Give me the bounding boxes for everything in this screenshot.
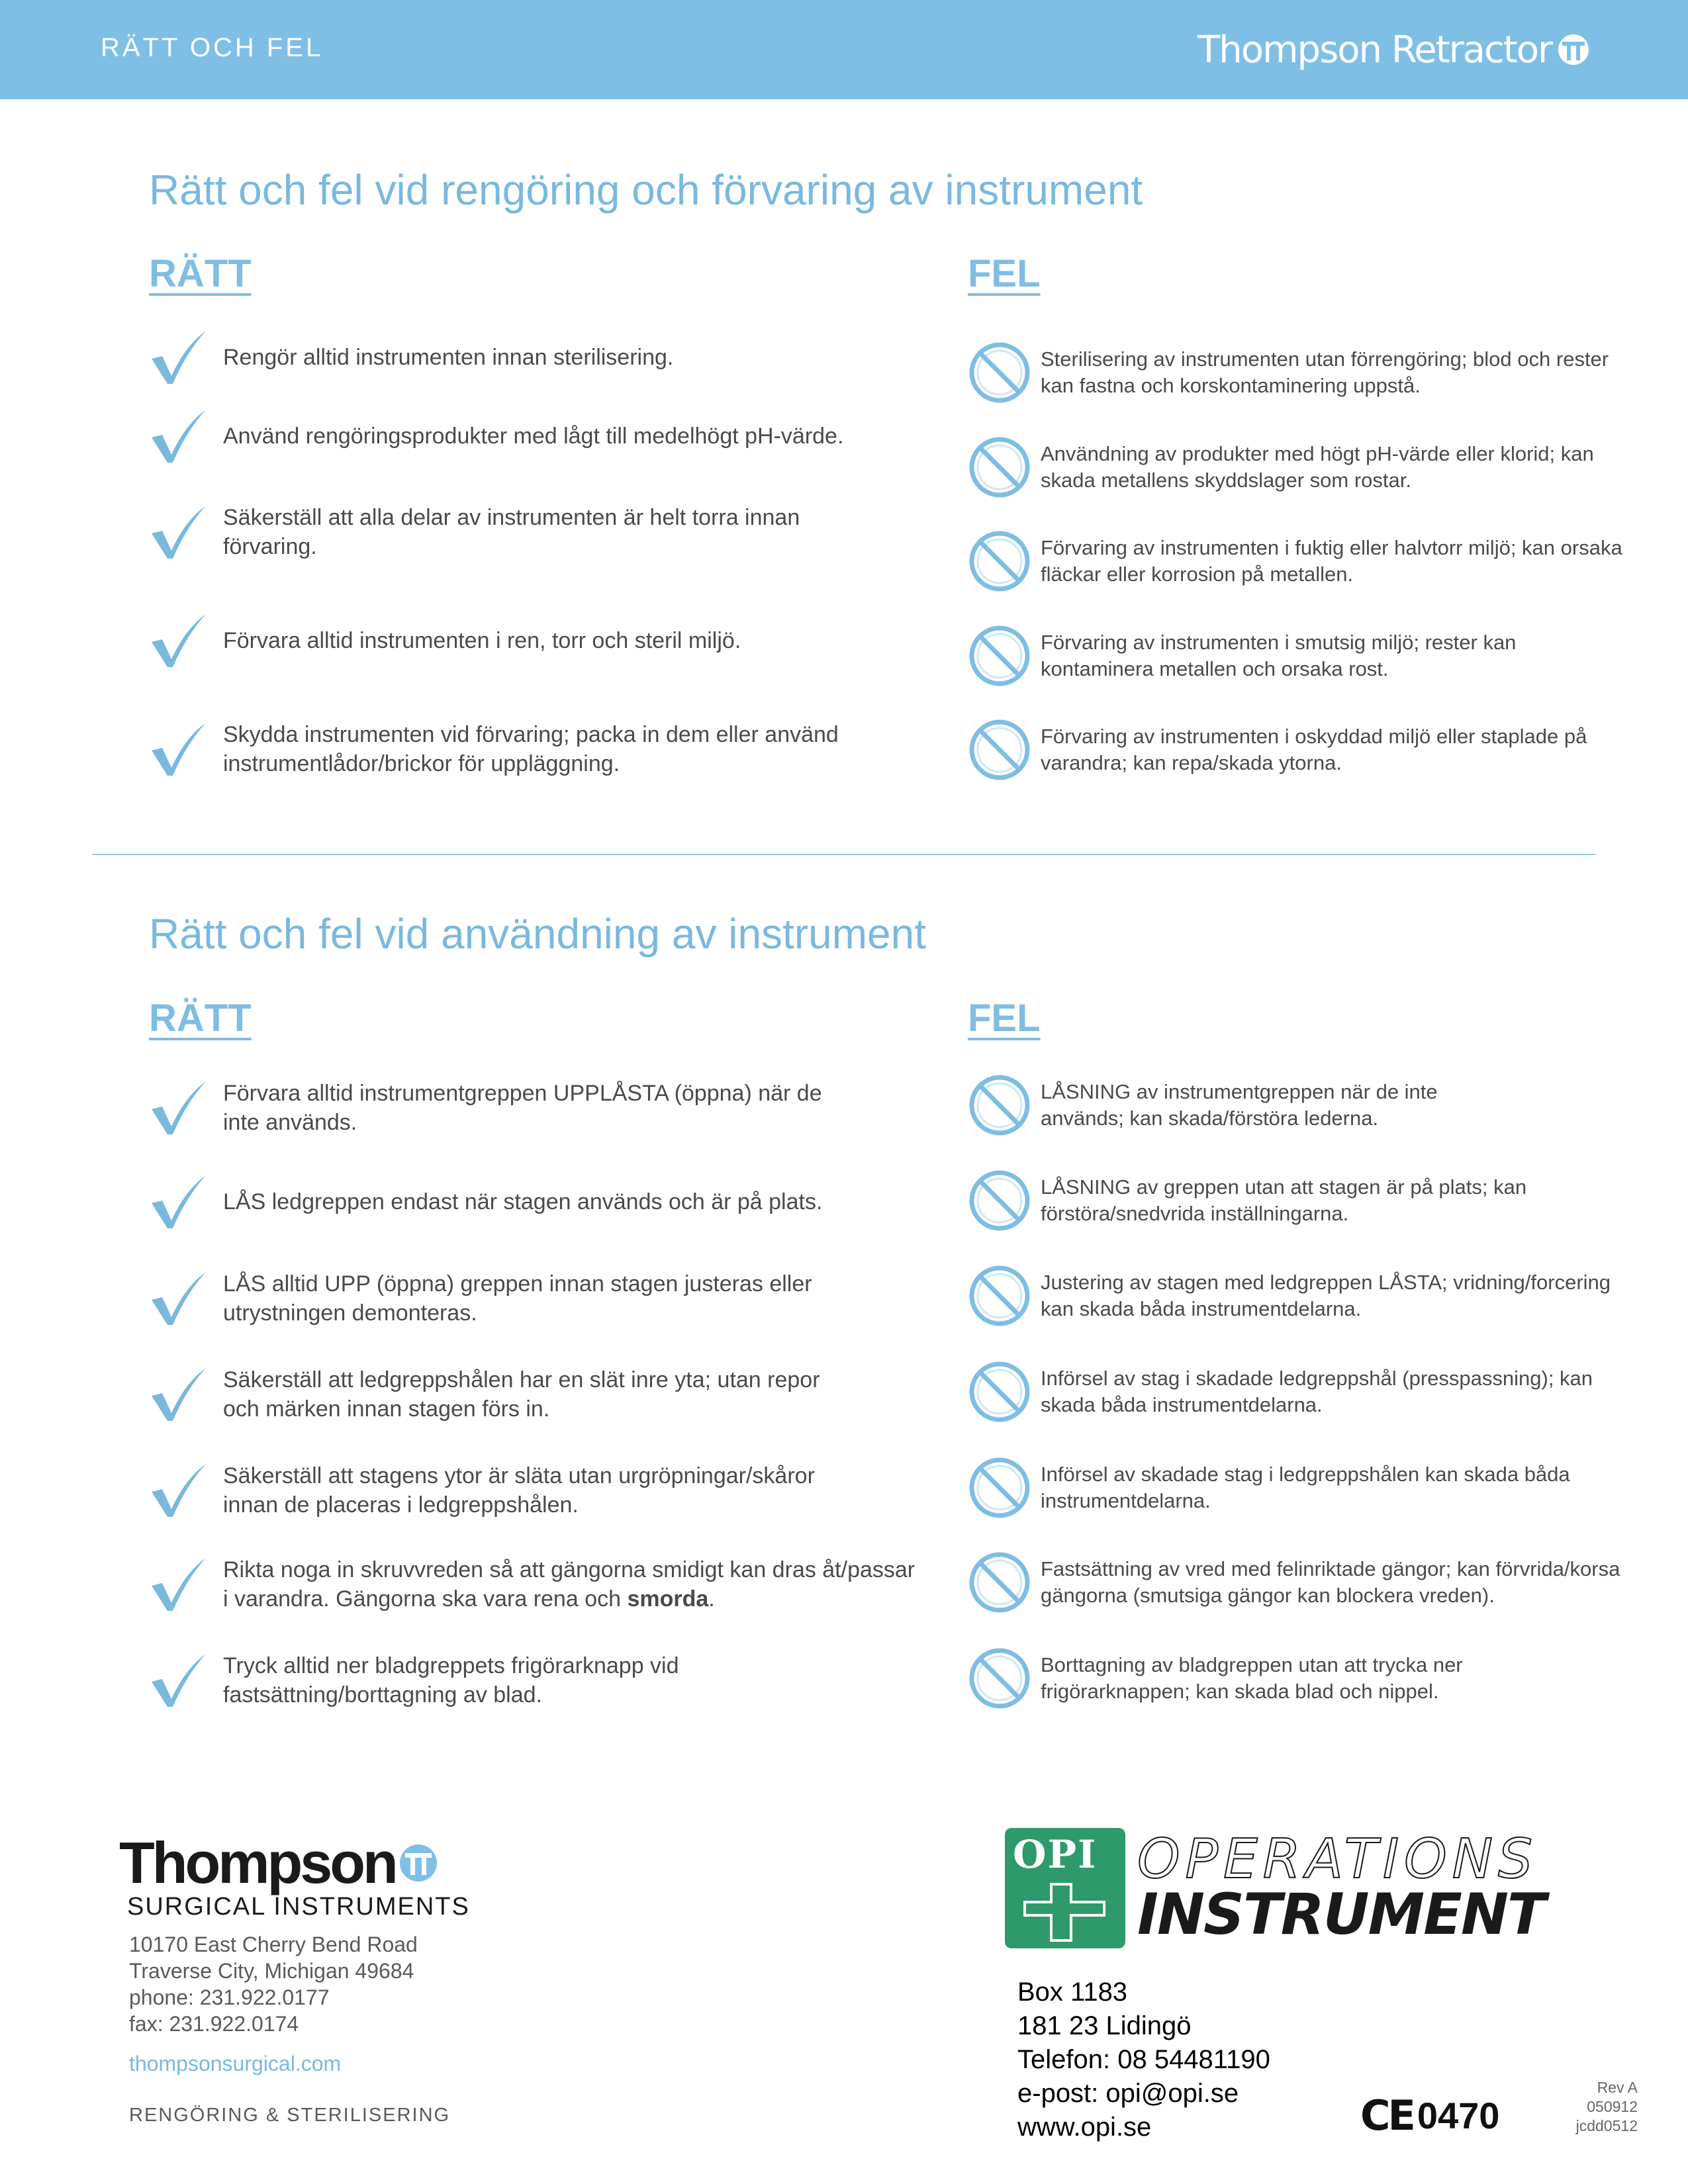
wrong-item: Införsel av stag i skadade ledgreppshål (presspassning); kan skada båda instrumentdelarna. xyxy=(968,1360,1656,1424)
wrong-item: LÅSNING av greppen utan att stagen är på plats; kan förstöra/snedvrida inställningarna. xyxy=(968,1169,1656,1232)
prohibited-icon xyxy=(968,1647,1031,1710)
wrong-item: Fastsättning av vred med felinriktade gängor; kan förvrida/korsa gängorna (smutsiga gängor kan blockera vreden). xyxy=(968,1551,1656,1614)
thompson-wordmark: Thompson xyxy=(119,1830,396,1895)
cross-icon xyxy=(1005,1828,1125,1948)
opi-address: Box 1183 181 23 Lidingö Telefon: 08 54481190 e-post: opi@opi.se www.opi.se xyxy=(1017,1978,1270,2142)
wrong-item: Användning av produkter med högt pH-värde eller klorid; kan skada metallens skyddslager som rostar. xyxy=(968,435,1630,499)
checkmark-icon xyxy=(149,1174,209,1230)
checkmark-icon xyxy=(149,1653,209,1708)
wrong-item: Justering av stagen med ledgreppen LÅSTA; vridning/forcering kan skada båda instrumentdelarna. xyxy=(968,1264,1656,1328)
checkmark-icon xyxy=(149,1463,209,1518)
prohibited-icon xyxy=(968,1264,1031,1328)
right-item: Rengör alltid instrumenten innan sterilisering. xyxy=(149,330,844,385)
opi-logo: OPI xyxy=(1005,1828,1125,1948)
checkmark-icon xyxy=(149,613,209,668)
section-title-usage: Rätt och fel vid användning av instrument xyxy=(149,910,926,958)
right-item: LÅS ledgreppen endast när stagen används och är på plats. xyxy=(149,1174,910,1230)
right-item: Använd rengöringsprodukter med lågt till medelhögt pH-värde. xyxy=(149,408,844,464)
checkmark-icon xyxy=(149,408,209,464)
right-item: LÅS alltid UPP (öppna) greppen innan stagen justeras eller utrystningen demonteras. xyxy=(149,1269,910,1328)
wrong-item: Förvaring av instrumenten i smutsig miljö; rester kan kontaminera metallen och orsaka rost. xyxy=(968,624,1630,688)
brand xyxy=(1197,26,1590,73)
right-item: Tryck alltid ner bladgreppets frigörarknapp vid fastsättning/borttagning av blad. xyxy=(149,1651,910,1709)
prohibited-icon xyxy=(968,1073,1031,1137)
header-title: RÄTT OCH FEL xyxy=(101,33,324,62)
thompson-website-link[interactable]: thompsonsurgical.com xyxy=(129,2052,342,2075)
wrong-heading-usage: FEL xyxy=(968,997,1041,1040)
opi-wordmark: OPERATIONS INSTRUMENT xyxy=(1137,1828,1545,1948)
checkmark-icon xyxy=(149,721,209,777)
right-item: Skydda instrumenten vid förvaring; packa in dem eller använd instrumentlådor/brickor för uppläggning. xyxy=(149,720,844,778)
ce-icon: CE xyxy=(1360,2091,1413,2140)
prohibited-icon xyxy=(968,529,1031,593)
right-item: Säkerställ att stagens ytor är släta utan urgröpningar/skåror innan de placeras i ledgreppshålen. xyxy=(149,1461,910,1520)
wrong-item: Borttagning av bladgreppen utan att trycka ner frigörarknappen; kan skada blad och nippel. xyxy=(968,1647,1656,1710)
prohibited-icon xyxy=(968,624,1031,688)
prohibited-icon xyxy=(968,341,1031,404)
right-item: Förvara alltid instrumenten i ren, torr och steril miljö. xyxy=(149,613,844,668)
checkmark-icon xyxy=(149,504,209,560)
revision-info: Rev A 050912 jcdd0512 xyxy=(1575,2079,1638,2134)
wrong-item: LÅSNING av instrumentgreppen när de inte används; kan skada/förstöra lederna. xyxy=(968,1073,1656,1137)
prohibited-icon xyxy=(968,1551,1031,1614)
wrong-item: Förvaring av instrumenten i fuktig eller halvtorr miljö; kan orsaka fläckar eller korrosion på metallen. xyxy=(968,529,1630,593)
prohibited-icon xyxy=(968,435,1031,499)
section-title-cleaning: Rätt och fel vid rengöring och förvaring av instrument xyxy=(149,166,1143,214)
ce-mark xyxy=(1360,2091,1499,2140)
checkmark-icon xyxy=(149,1271,209,1326)
wrong-item: Förvaring av instrumenten i oskyddad miljö eller staplade på varandra; kan repa/skada ytorna. xyxy=(968,718,1630,782)
wrong-item: Införsel av skadade stag i ledgreppshålen kan skada båda instrumentdelarna. xyxy=(968,1456,1656,1520)
right-item: Säkerställ att alla delar av instrumenten är helt torra innan förvaring. xyxy=(149,503,844,561)
thompson-logo-icon xyxy=(1557,33,1590,66)
right-heading-cleaning: RÄTT xyxy=(149,252,252,295)
right-item: Säkerställ att ledgreppshålen har en slät inre yta; utan repor och märken innan stagen förs in. xyxy=(149,1365,910,1424)
prohibited-icon xyxy=(968,1360,1031,1424)
brand-name: Thompson Retractor xyxy=(1197,28,1552,71)
section-divider xyxy=(93,854,1595,855)
prohibited-icon xyxy=(968,718,1031,782)
thompson-logo xyxy=(119,1830,470,1921)
checkmark-icon xyxy=(149,1080,209,1136)
right-item: Rikta noga in skruvvreden så att gängorna smidigt kan dras åt/passar i varandra. Gängorna ska vara rena och smorda. xyxy=(149,1555,930,1614)
document-category: RENGÖRING & STERILISERING xyxy=(129,2105,451,2126)
thompson-mark-icon xyxy=(399,1843,438,1883)
thompson-tagline: SURGICAL INSTRUMENTS xyxy=(127,1893,470,1921)
checkmark-icon xyxy=(149,1367,209,1422)
ce-number: 0470 xyxy=(1417,2095,1500,2136)
checkmark-icon xyxy=(149,1557,209,1612)
thompson-address: 10170 East Cherry Bend Road Traverse City, Michigan 49684 phone: 231.922.0177 fax: 231.922.0174 xyxy=(129,1933,418,2036)
checkmark-icon xyxy=(149,330,209,385)
right-heading-usage: RÄTT xyxy=(149,997,252,1040)
prohibited-icon xyxy=(968,1456,1031,1520)
right-item: Förvara alltid instrumentgreppen UPPLÅSTA (öppna) när de inte används. xyxy=(149,1079,910,1137)
wrong-item: Sterilisering av instrumenten utan förrengöring; blod och rester kan fastna och korskontaminering uppstå. xyxy=(968,341,1630,404)
prohibited-icon xyxy=(968,1169,1031,1232)
wrong-heading-cleaning: FEL xyxy=(968,252,1041,295)
header-bar xyxy=(0,0,1688,99)
